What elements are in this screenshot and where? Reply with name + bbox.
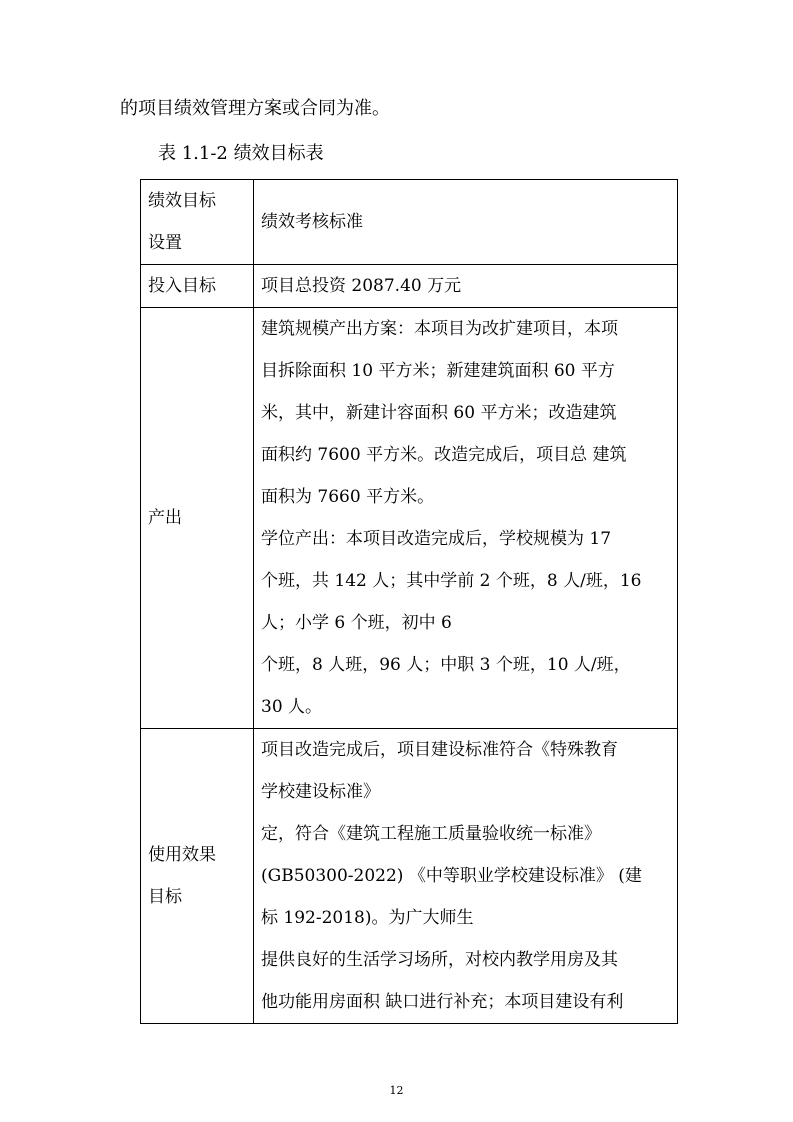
header-goal-setting-cell <box>141 180 254 265</box>
row-label-line: 使用效果 <box>148 845 216 865</box>
row-label-cell <box>141 265 254 308</box>
row-content-cell <box>254 729 678 1024</box>
table-row-input-target <box>141 265 678 308</box>
row-label-line: 目标 <box>148 887 182 907</box>
content-line: 面积约 7600 平方米。改造完成后，项目总 建筑 <box>261 445 627 465</box>
content-line: 学位产出：本项目改造完成后，学校规模为 17 <box>261 529 612 549</box>
row-content-cell <box>254 265 678 308</box>
header-cell-line: 设置 <box>148 233 182 253</box>
table-row-output <box>141 308 678 729</box>
page-number: 12 <box>389 1084 404 1097</box>
content-line: (GB50300-2022) 《中等职业学校建设标准》 (建 <box>261 866 642 886</box>
row-label-cell <box>141 729 254 1024</box>
content-line: 定，符合《建筑工程施工质量验收统一标准》 <box>261 824 601 844</box>
row-label: 投入目标 <box>148 276 216 296</box>
content-line: 他功能用房面积 缺口进行补充；本项目建设有利 <box>261 992 624 1012</box>
content-line: 提供良好的生活学习场所，对校内教学用房及其 <box>261 950 618 970</box>
row-content-cell <box>254 308 678 729</box>
table-header-row <box>141 180 678 265</box>
performance-target-table <box>140 179 678 1024</box>
header-assessment-standard-cell <box>254 180 678 265</box>
table-caption: 表 1.1-2 绩效目标表 <box>158 143 324 164</box>
content-line: 30 人。 <box>261 697 323 717</box>
content-line: 人；小学 6 个班，初中 6 <box>261 613 452 633</box>
row-label-cell <box>141 308 254 729</box>
content-line: 标 192-2018)。为广大师生 <box>261 908 474 928</box>
content-line: 项目总投资 2087.40 万元 <box>261 276 462 296</box>
intro-paragraph: 的项目绩效管理方案或合同为准。 <box>120 98 390 119</box>
content-line: 建筑规模产出方案：本项目为改扩建项目，本项 <box>261 319 618 339</box>
content-line: 学校建设标准》 <box>261 782 380 802</box>
content-line: 目拆除面积 10 平方米；新建建筑面积 60 平方 <box>261 361 615 381</box>
content-line: 项目改造完成后，项目建设标准符合《特殊教育 <box>261 740 618 760</box>
content-line: 个班，8 人班，96 人；中职 3 个班，10 人/班， <box>261 655 631 675</box>
header-cell-text: 绩效考核标准 <box>261 212 363 232</box>
content-line: 个班，共 142 人；其中学前 2 个班，8 人/班，16 <box>261 571 642 591</box>
row-label: 产出 <box>148 508 182 528</box>
content-line: 米，其中，新建计容面积 60 平方米；改造建筑 <box>261 403 617 423</box>
content-line: 面积为 7660 平方米。 <box>261 487 435 507</box>
header-cell-line: 绩效目标 <box>148 191 216 211</box>
table-row-usage-effect <box>141 729 678 1024</box>
